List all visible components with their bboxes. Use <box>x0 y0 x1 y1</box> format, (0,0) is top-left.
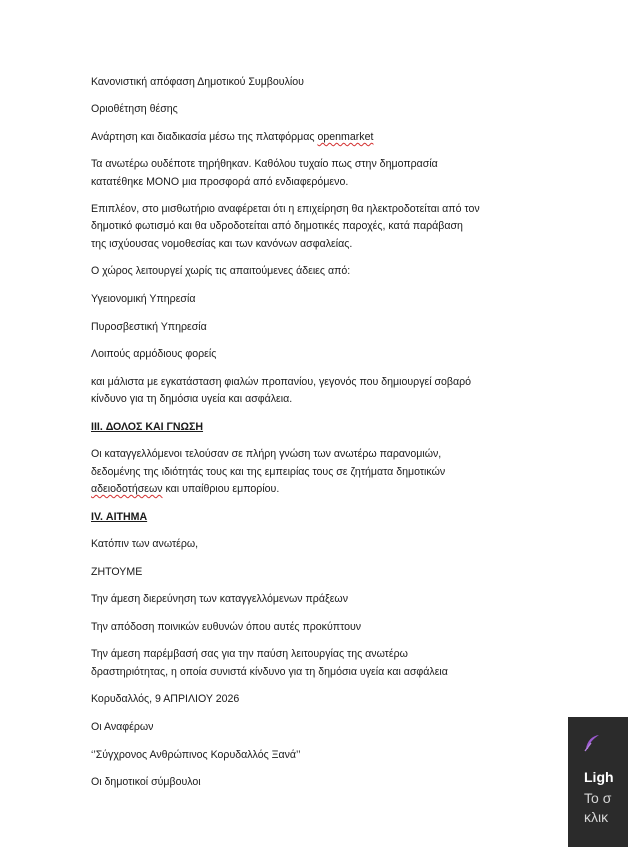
paragraph-missing-permits: Ο χώρος λειτουργεί χωρίς τις απαιτούμενες άδειες από: <box>91 265 351 277</box>
toast-message-line: κλικ <box>584 809 609 825</box>
text-segment: και υπαίθριου εμπορίου. <box>162 483 280 495</box>
section-heading-request: IV. ΑΙΤΗΜΑ <box>91 511 148 523</box>
paragraph-reporters: Οι Αναφέρων <box>91 721 154 733</box>
list-item-fire-service: Πυροσβεστική Υπηρεσία <box>91 321 207 333</box>
toast-title: Ligh <box>584 769 614 785</box>
paragraph-we-request: ΖΗΤΟΥΜΕ <box>91 566 143 578</box>
toast-message-line: Το σ <box>584 790 612 806</box>
feather-icon <box>582 733 602 753</box>
text-line: κίνδυνο για τη δημόσια υγεία και ασφάλεια. <box>91 393 293 405</box>
paragraph-location-delimitation: Οριοθέτηση θέσης <box>91 103 178 115</box>
misspelled-word[interactable]: openmarket <box>317 131 374 143</box>
text-line <box>91 481 531 499</box>
paragraph-date-place: Κορυδαλλός, 9 ΑΠΡΙΛΙΟΥ 2026 <box>91 693 240 705</box>
paragraph-party-name: ‘’Σύγχρονος Ανθρώπινος Κορυδαλλός Ξανά’’ <box>91 749 301 761</box>
paragraph-posting-procedure <box>91 129 531 147</box>
text-line: και μάλιστα με εγκατάσταση φιαλών προπανίου, γεγονός που δημιουργεί σοβαρό <box>91 376 472 388</box>
section-heading-intent: III. ΔΟΛΟΣ ΚΑΙ ΓΝΩΣΗ <box>91 421 204 433</box>
text-line: Τα ανωτέρω ουδέποτε τηρήθηκαν. Καθόλου τυχαίο πως στην δημοπρασία <box>91 158 438 170</box>
text-line: της ισχύουσας νομοθεσίας και των κανόνων ασφαλείας. <box>91 238 353 250</box>
text-line: Επιπλέον, στο μισθωτήριο αναφέρεται ότι η επιχείρηση θα ηλεκτροδοτείται από τον <box>91 203 480 215</box>
list-item-health-service: Υγειονομική Υπηρεσία <box>91 293 196 305</box>
text-line: κατατέθηκε ΜΟΝΟ μια προσφορά από ενδιαφερόμενο. <box>91 176 349 188</box>
list-item-investigation: Την άμεση διερεύνηση των καταγγελλόμενων πράξεων <box>91 593 348 605</box>
paragraph-given-above: Κατόπιν των ανωτέρω, <box>91 538 199 550</box>
notification-toast[interactable] <box>568 717 628 847</box>
paragraph-signatories: Οι δημοτικοί σύμβουλοι <box>91 776 201 788</box>
text-line: δραστηριότητας, η οποία συνιστά κίνδυνο για τη δημόσια υγεία και ασφάλεια <box>91 666 448 678</box>
paragraph-regulatory-decision: Κανονιστική απόφαση Δημοτικού Συμβουλίου <box>91 76 304 88</box>
list-item-criminal-liability: Την απόδοση ποινικών ευθυνών όπου αυτές προκύπτουν <box>91 621 362 633</box>
text-line: δεδομένης της ιδιότητάς τους και της εμπειρίας τους σε ζητήματα δημοτικών <box>91 466 446 478</box>
text-segment: Ανάρτηση και διαδικασία μέσω της πλατφόρμας <box>91 131 318 143</box>
text-line: Την άμεση παρέμβασή σας για την παύση λειτουργίας της ανωτέρω <box>91 648 408 660</box>
list-item-other-bodies: Λοιπούς αρμόδιους φορείς <box>91 348 217 360</box>
misspelled-word[interactable]: αδειοδοτήσεων <box>91 483 163 495</box>
text-line: δημοτικό φωτισμό και θα υδροδοτείται από δημοτικές παροχές, κατά παράβαση <box>91 220 463 232</box>
text-line: Οι καταγγελλόμενοι τελούσαν σε πλήρη γνώση των ανωτέρω παρανομιών, <box>91 448 442 460</box>
